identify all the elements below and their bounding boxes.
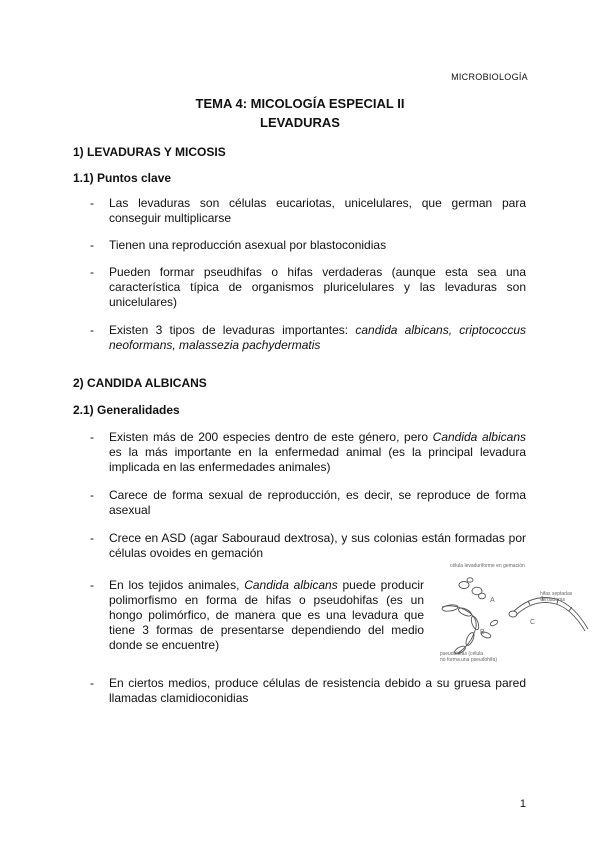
yeast-cell — [509, 611, 517, 617]
list-item: - Tienen una reproducción asexual por blastoconidias — [90, 238, 526, 253]
yeast-bud — [467, 578, 473, 582]
bullet-text: En ciertos medios, produce células de resistencia debido a su gruesa pared llamadas clamidioconidias — [109, 676, 526, 705]
list-item: - Carece de forma sexual de reproducción, es decir, se reproduce de forma asexual — [90, 488, 526, 517]
list-item: - Pueden formar pseudhifas o hifas verdaderas (aunque esta sea una característica típica de organismos pluricelulares y las levaduras son unicelulares) — [90, 265, 526, 309]
bullet-text-plain: Existen 3 tipos de levaduras importantes: — [109, 323, 356, 337]
pseudohypha-cell — [470, 615, 480, 630]
section2-subheading: 2.1) Generalidades — [73, 403, 180, 417]
pseudohypha-cell — [457, 606, 472, 617]
bullet-text: Pueden formar pseudhifas o hifas verdaderas (aunque esta sea una característica típica de organismos pluricelulares y las levaduras son unicelulares) — [109, 265, 526, 309]
label-letter-b: B — [480, 629, 485, 636]
page-number: 1 — [519, 798, 526, 810]
bullet-text-plain: En los tejidos animales, — [109, 578, 245, 592]
species-name: Candida albicans — [244, 578, 338, 592]
label-budding-yeast: célula levaduriforme en gemación — [450, 563, 525, 569]
bullet-text: Carece de forma sexual de reproducción, es decir, se reproduce de forma asexual — [109, 488, 526, 517]
bullet-text: Tienen una reproducción asexual por blastoconidias — [109, 238, 387, 252]
bullet-text-plain: puede producir polimorfismo en forma de hifas o pseudohifas (es un hongo polimórfico, de manera que es una levadura que tiene 3 formas de presentarse dependiendo del medio donde se encuentre) — [109, 578, 425, 652]
label-letter-a: A — [490, 597, 495, 604]
species-name: Candida albicans — [432, 430, 526, 444]
section1-subheading: 1.1) Puntos clave — [73, 171, 172, 185]
yeast-cell — [459, 582, 469, 589]
bullet-text-plain: es la más importante en la enfermedad animal (es la principal levadura implicada en las enfermedades animales) — [109, 445, 526, 474]
list-item: - Existen 3 tipos de levaduras importantes: candida albicans, criptococcus neoformans, malassezia pachydermatis — [90, 323, 526, 352]
page-title: TEMA 4: MICOLOGÍA ESPECIAL II — [195, 96, 405, 111]
list-item: - Las levaduras son células eucariotas, unicelulares, que german para conseguir multiplicarse — [90, 196, 526, 225]
label-letter-c: C — [530, 619, 536, 626]
label-pseudohyphae: pseudohifas (célula — [440, 651, 484, 657]
label-true-hyphae-2: verdaderas — [540, 597, 566, 603]
bullet-text — [109, 430, 526, 475]
list-item: - En ciertos medios, produce células de resistencia debido a su gruesa pared llamadas clamidioconidias — [90, 676, 526, 705]
bullet-text — [109, 578, 424, 653]
true-hypha — [516, 602, 585, 631]
bullet-text: Crece en ASD (agar Sabouraud dextrosa), y sus colonias están formadas por células ovoides en gemación — [109, 531, 526, 560]
yeast-cell — [479, 593, 486, 599]
pseudohypha-cell — [442, 604, 459, 612]
section2-heading: 2) CANDIDA ALBICANS — [73, 376, 207, 390]
bullet-text: Las levaduras son células eucariotas, unicelulares, que german para conseguir multiplicarse — [109, 196, 526, 225]
course-header: MICROBIOLOGÍA — [451, 72, 528, 82]
list-item: - Existen más de 200 especies dentro de este género, pero Candida albicans es la más importante en la enfermedad animal (es la principal levadura implicada en las enfermedades animales) — [90, 430, 526, 474]
list-item: - En los tejidos animales, Candida albicans puede producir polimorfismo en forma de hifas o pseudohifas (es un hongo polimórfico, de manera que es una levadura que tiene 3 formas de presentarse dependiendo del medio donde se encuentre) — [90, 578, 425, 652]
label-true-hyphae: hifas septadas — [540, 591, 573, 597]
hypha-septum — [528, 601, 530, 605]
pseudohypha-cell — [464, 631, 475, 646]
section1-heading: 1) LEVADURAS Y MICOSIS — [73, 145, 226, 159]
candida-morphology-figure — [434, 563, 592, 667]
pseudohypha-cell — [489, 619, 498, 627]
list-item: - Crece en ASD (agar Sabouraud dextrosa), y sus colonias están formadas por células ovoides en gemación — [90, 531, 526, 560]
species-names: candida albicans, criptococcus neoformans, malassezia pachydermatis — [109, 323, 526, 352]
bullet-text — [109, 323, 526, 353]
bullet-text-plain: Existen más de 200 especies dentro de este género, pero — [109, 430, 433, 444]
page-subtitle: LEVADURAS — [260, 115, 340, 130]
label-pseudohyphae-2: no forma una pseudohifa) — [440, 657, 497, 663]
